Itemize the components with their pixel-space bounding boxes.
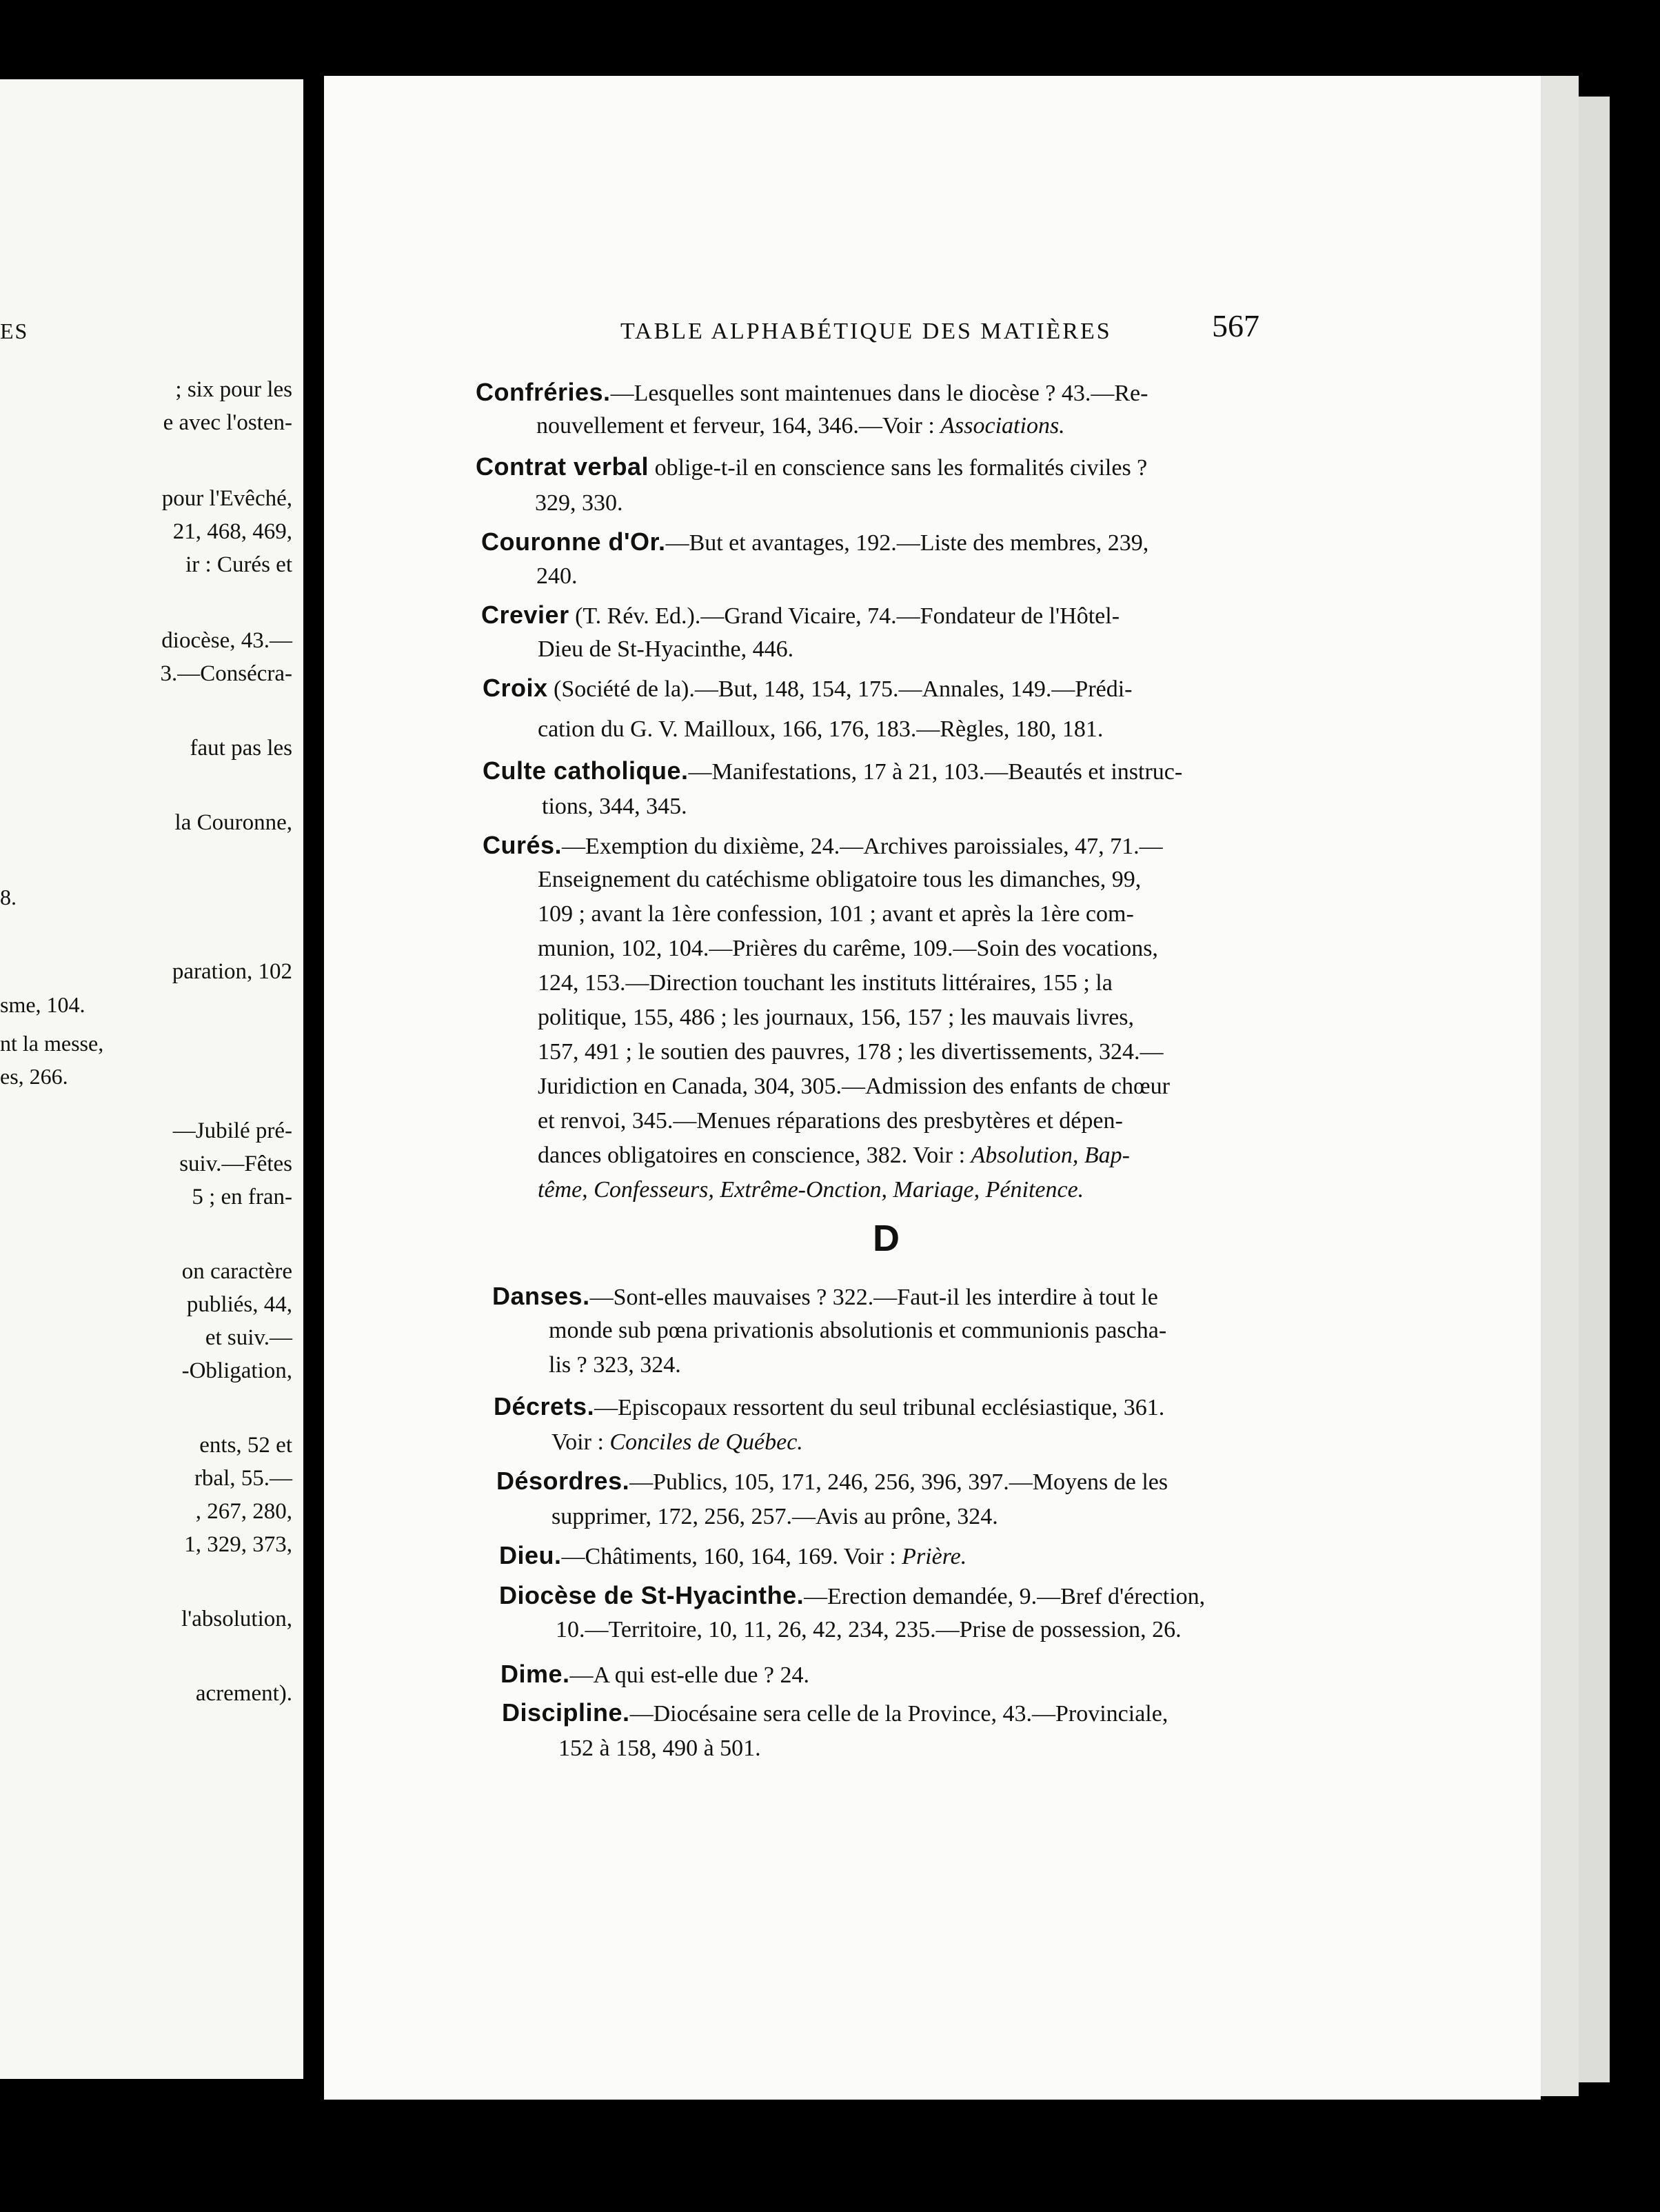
entry-text: Voir :	[551, 1429, 610, 1455]
index-entry	[483, 756, 1182, 787]
left-page-line: rbal, 55.—	[194, 1466, 292, 1491]
entry-text: —Diocésaine sera celle de la Province, 43.—Provinciale,	[629, 1701, 1168, 1727]
left-page-line: faut pas les	[190, 736, 292, 761]
left-page-line: sme, 104.	[0, 992, 85, 1017]
entry-continuation: Enseignement du catéchisme obligatoire tous les dimanches, 99,	[538, 867, 1142, 892]
index-entry	[476, 452, 1147, 483]
entry-text: —But et avantages, 192.—Liste des membres, 239,	[665, 530, 1149, 556]
entry-text: (Société de la).—But, 148, 154, 175.—Annales, 149.—Prédi-	[547, 676, 1133, 702]
left-page-line: 8.	[0, 885, 17, 909]
index-entry	[500, 1659, 809, 1691]
entry-text: —Publics, 105, 171, 246, 256, 396, 397.—Moyens de les	[629, 1469, 1168, 1495]
entry-term: Confréries.	[476, 378, 611, 406]
entry-term: Culte catholique.	[483, 756, 689, 785]
entry-continuation: cation du G. V. Mailloux, 166, 176, 183.—Règles, 180, 181.	[538, 716, 1104, 742]
entry-continuation: 124, 153.—Direction touchant les instituts littéraires, 155 ; la	[538, 970, 1113, 996]
left-page-line: ; six pour les	[175, 377, 292, 402]
entry-crossref: tême, Confesseurs, Extrême-Onction, Mariage, Pénitence.	[538, 1177, 1084, 1203]
entry-term: Contrat verbal	[476, 452, 649, 481]
section-letter: D	[873, 1218, 900, 1259]
entry-crossref: Conciles de Québec.	[609, 1429, 803, 1455]
entry-continuation	[551, 1427, 803, 1458]
left-page-line: publiés, 44,	[186, 1292, 292, 1317]
left-page-line: ir : Curés et	[185, 552, 292, 577]
left-facing-page	[0, 79, 303, 2079]
left-page-line: es, 266.	[0, 1064, 68, 1089]
left-page-line: la Couronne,	[174, 810, 292, 835]
left-page-header: ES	[0, 319, 29, 343]
left-page-line: 3.—Consécra-	[160, 661, 292, 686]
left-page-line: 21, 468, 469,	[172, 519, 292, 544]
left-page-line: ents, 52 et	[199, 1433, 292, 1458]
left-page-line: acrement).	[195, 1681, 292, 1706]
entry-continuation	[538, 1140, 1130, 1171]
entry-term: Discipline.	[502, 1698, 630, 1727]
entry-continuation: 329, 330.	[535, 490, 623, 516]
entry-continuation: lis ? 323, 324.	[549, 1352, 681, 1378]
left-page-line: nt la messe,	[0, 1031, 104, 1056]
entry-text: oblige-t-il en conscience sans les formalités civiles ?	[649, 455, 1148, 481]
entry-text: —A qui est-elle due ? 24.	[569, 1662, 810, 1688]
index-entry	[483, 830, 1163, 862]
entry-crossref: Associations.	[940, 413, 1065, 439]
entry-continuation: supprimer, 172, 256, 257.—Avis au prône, 324.	[551, 1504, 998, 1529]
entry-continuation: 157, 491 ; le soutien des pauvres, 178 ; les divertissements, 324.—	[538, 1039, 1164, 1065]
index-entry	[483, 673, 1133, 705]
index-entry	[499, 1580, 1205, 1612]
entry-continuation: munion, 102, 104.—Prières du carême, 109.—Soin des vocations,	[538, 936, 1158, 961]
entry-term: Croix	[483, 674, 548, 702]
index-entry	[494, 1391, 1164, 1423]
entry-continuation: monde sub pœna privationis absolutionis et communionis pascha-	[549, 1318, 1167, 1343]
page-number: 567	[1212, 308, 1259, 343]
entry-term: Curés.	[483, 831, 563, 859]
entry-continuation: Juridiction en Canada, 304, 305.—Admission des enfants de chœur	[538, 1074, 1170, 1099]
index-entry	[492, 1281, 1158, 1313]
entry-continuation: politique, 155, 486 ; les journaux, 156, 157 ; les mauvais livres,	[538, 1005, 1135, 1030]
entry-text: —Châtiments, 160, 164, 169. Voir :	[561, 1544, 902, 1569]
index-entry	[476, 377, 1148, 409]
page-stack-edge	[1541, 76, 1579, 2096]
entry-continuation: 109 ; avant la 1ère confession, 101 ; avant et après la 1ère com-	[538, 901, 1134, 927]
entry-crossref: Absolution, Bap-	[971, 1143, 1130, 1168]
entry-text: nouvellement et ferveur, 164, 346.—Voir :	[536, 413, 941, 439]
left-page-line: pour l'Evêché,	[161, 486, 292, 511]
entry-term: Crevier	[481, 601, 569, 629]
left-page-line: 1, 329, 373,	[184, 1532, 292, 1557]
entry-text: —Lesquelles sont maintenues dans le diocèse ? 43.—Re-	[610, 381, 1148, 406]
left-page-line: -Obligation,	[181, 1358, 292, 1383]
entry-continuation: 240.	[536, 563, 578, 589]
entry-term: Désordres.	[496, 1467, 630, 1495]
entry-text: —Manifestations, 17 à 21, 103.—Beautés et instruc-	[688, 759, 1183, 785]
index-entry	[496, 1466, 1168, 1498]
left-page-line: diocèse, 43.—	[161, 628, 292, 653]
left-page-line: paration, 102	[172, 959, 292, 984]
entry-continuation: 10.—Territoire, 10, 11, 26, 42, 234, 235.—Prise de possession, 26.	[556, 1617, 1182, 1642]
entry-text: —Erection demandée, 9.—Bref d'érection,	[804, 1584, 1206, 1609]
entry-term: Dieu.	[499, 1541, 562, 1569]
page-stack-edge	[1579, 97, 1610, 2082]
left-page-line: et suiv.—	[205, 1325, 292, 1350]
entry-term: Décrets.	[494, 1392, 595, 1420]
index-entry	[481, 600, 1120, 632]
entry-text: —Exemption du dixième, 24.—Archives paroissiales, 47, 71.—	[562, 834, 1163, 859]
entry-continuation: tions, 344, 345.	[542, 794, 687, 819]
index-entry	[502, 1698, 1168, 1729]
entry-text: —Episcopaux ressortent du seul tribunal ecclésiastique, 361.	[594, 1395, 1165, 1420]
entry-text: dances obligatoires en conscience, 382. Voir :	[538, 1143, 971, 1168]
left-page-line: l'absolution,	[181, 1607, 292, 1631]
entry-text: —Sont-elles mauvaises ? 322.—Faut-il les interdire à tout le	[589, 1285, 1158, 1310]
entry-term: Dime.	[500, 1660, 570, 1688]
left-page-line: on caractère	[181, 1259, 292, 1284]
entry-term: Diocèse de St-Hyacinthe.	[499, 1581, 804, 1609]
left-page-line: 5 ; en fran-	[192, 1185, 292, 1209]
entry-term: Couronne d'Or.	[481, 527, 666, 556]
running-head: TABLE ALPHABÉTIQUE DES MATIÈRES	[620, 319, 1112, 344]
entry-continuation: Dieu de St-Hyacinthe, 446.	[538, 636, 794, 662]
entry-continuation: 152 à 158, 490 à 501.	[558, 1736, 761, 1761]
left-page-line: , 267, 280,	[195, 1499, 292, 1524]
index-entry	[499, 1540, 966, 1572]
left-page-line: suiv.—Fêtes	[179, 1152, 292, 1176]
entry-continuation	[536, 411, 1065, 441]
index-entry	[481, 527, 1148, 559]
entry-term: Danses.	[492, 1282, 590, 1310]
left-page-line: e avec l'osten-	[163, 410, 292, 435]
entry-crossref: Prière.	[902, 1544, 967, 1569]
entry-continuation: et renvoi, 345.—Menues réparations des presbytères et dépen-	[538, 1108, 1123, 1134]
entry-text: (T. Rév. Ed.).—Grand Vicaire, 74.—Fondateur de l'Hôtel-	[569, 603, 1120, 629]
left-page-line: —Jubilé pré-	[172, 1118, 292, 1143]
